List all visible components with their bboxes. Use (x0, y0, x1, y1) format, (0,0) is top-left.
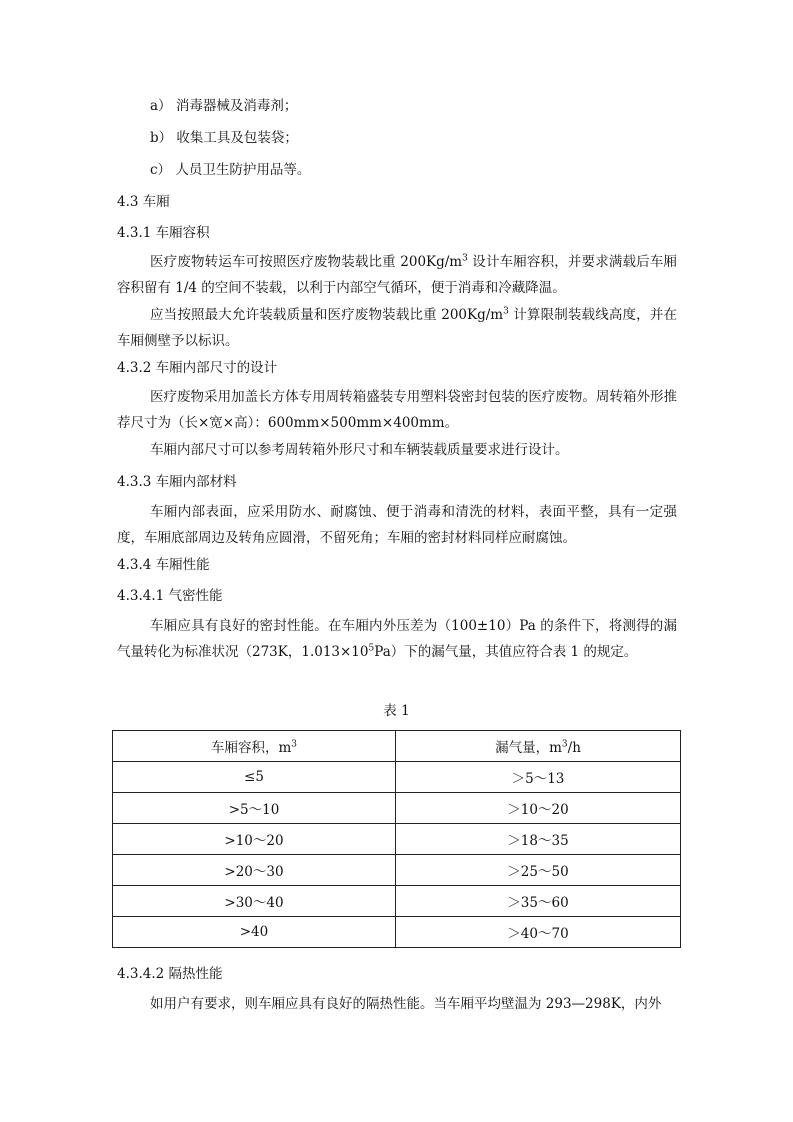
table-row (113, 824, 681, 855)
paragraph-insulation: 如用户有要求，则车厢应具有良好的隔热性能。当车厢平均壁温为 293—298K，内外 (150, 996, 662, 1012)
cell-volume: >20～30 (113, 855, 396, 886)
heading-4-3-1: 4.3.1 车厢容积 (117, 225, 210, 241)
cell-leakage: ＞40～70 (396, 917, 681, 948)
cell-leakage: ＞18～35 (396, 824, 681, 855)
cell-leakage: ＞5～13 (396, 762, 681, 793)
paragraph-airtightness: 车厢应具有良好的密封性能。在车厢内外压差为（100±10）Pa 的条件下，将测得的漏气量转化为标准状况（273K，$1.013\times 10^5Pa$）下的漏气量，其值应符合表 1 的规定。 (117, 618, 677, 660)
paragraph-interior-size: 车厢内部尺寸可以参考周转箱外形尺寸和车辆装载质量要求进行设计。 (150, 442, 569, 458)
paragraph-volume: 医疗废物转运车可按照医疗废物装载比重 $200Kg/m^3$ 设计车厢容积，并要求满载后车厢容积留有 1/4 的空间不装载，以利于内部空气循环，便于消毒和冷藏降温。 (117, 253, 678, 296)
table-row (113, 855, 681, 886)
paragraph-box-size: 医疗废物采用加盖长方体专用周转箱盛装专用塑料袋密封包装的医疗废物。周转箱外形推荐尺寸为（长×宽×高）：600mm×500mm×400mm。 (117, 389, 677, 431)
heading-4-3-2: 4.3.2 车厢内部尺寸的设计 (117, 360, 278, 376)
leakage-table (112, 730, 681, 948)
table-row (113, 793, 681, 824)
cell-volume: >5～10 (113, 793, 396, 824)
heading-4-3: 4.3 车厢 (117, 194, 170, 210)
list-item-a: a） 消毒器械及消毒剂； (150, 98, 298, 114)
table-row (113, 917, 681, 948)
table-header-row (113, 731, 681, 762)
cell-volume: >40 (113, 917, 396, 948)
cell-volume: >30～40 (113, 886, 396, 917)
cell-leakage: ＞35～60 (396, 886, 681, 917)
table-row (113, 886, 681, 917)
header-volume: 车厢容积，$m^3$ (113, 731, 396, 762)
heading-4-3-4-1: 4.3.4.1 气密性能 (117, 588, 223, 604)
heading-4-3-4: 4.3.4 车厢性能 (117, 557, 210, 573)
header-leakage: 漏气量，$m^3/h$ (396, 731, 681, 762)
cell-volume: ≤5 (113, 762, 396, 793)
heading-4-3-3: 4.3.3 车厢内部材料 (117, 474, 237, 490)
paragraph-load-line: 应当按照最大允许装载质量和医疗废物装载比重 $200Kg/m^3$ 计算限制装载线高度，并在车厢侧壁予以标识。 (117, 306, 677, 349)
list-item-c: c） 人员卫生防护用品等。 (150, 162, 311, 178)
list-item-b: b） 收集工具及包装袋； (150, 130, 298, 146)
cell-leakage: ＞10～20 (396, 793, 681, 824)
cell-leakage: ＞25～50 (396, 855, 681, 886)
table-caption: 表 1 (383, 703, 410, 719)
table-row (113, 762, 681, 793)
paragraph-materials: 车厢内部表面，应采用防水、耐腐蚀、便于消毒和清洗的材料，表面平整，具有一定强度，车厢底部周边及转角应圆滑，不留死角；车厢的密封材料同样应耐腐蚀。 (117, 504, 677, 546)
heading-4-3-4-2: 4.3.4.2 隔热性能 (117, 966, 223, 982)
cell-volume: >10～20 (113, 824, 396, 855)
